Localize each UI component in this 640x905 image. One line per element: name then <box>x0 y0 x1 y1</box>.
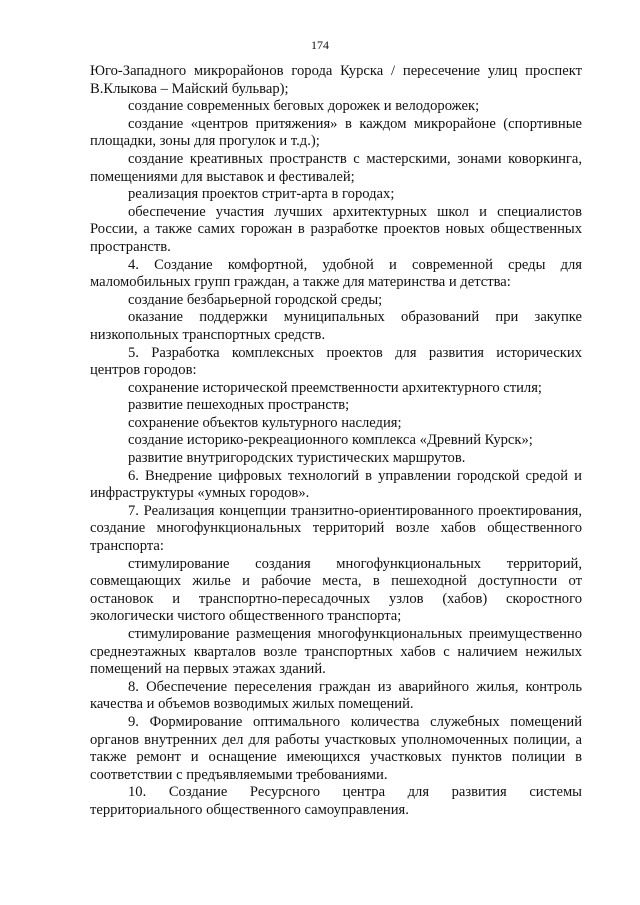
paragraph: развитие пешеходных пространств; <box>128 397 350 414</box>
paragraph: создание безбарьерной городской среды; <box>128 291 383 308</box>
paragraph: 7. Реализация концепции транзитно-ориентированного проектирования, создание многофункциональных территорий возле хабов общественного транспорта: <box>90 502 582 555</box>
document-body <box>90 63 582 820</box>
paragraph: сохранение объектов культурного наследия; <box>128 414 402 431</box>
paragraph: стимулирование размещения многофункциональных преимущественно среднеэтажных кварталов возле транспортных хабов с наличием нежилых помещений на первых этажах зданий. <box>90 626 582 678</box>
paragraph: обеспечение участия лучших архитектурных школ и специалистов России, а также самих горожан в разработке проектов новых общественных пространств. <box>90 203 582 255</box>
paragraph: 8. Обеспечение переселения граждан из аварийного жилья, контроль качества и объемов возводимых жилых помещений. <box>90 678 582 713</box>
paragraph: создание современных беговых дорожек и велодорожек; <box>128 98 480 115</box>
paragraph: 9. Формирование оптимального количества служебных помещений органов внутренних дел для работы участковых уполномоченных полиции, а также ремонт и оснащение имеющихся участковых пунктов полиции в соответствии с предъявляемыми требованиями. <box>90 713 582 783</box>
paragraph: стимулирование создания многофункциональных территорий, совмещающих жилье и рабочие места, в пешеходной доступности от остановок и транспортно-пересадочных узлов (хабов) скоростного экологически чистого общественного транспорта; <box>90 555 582 625</box>
paragraph: 10. Создание Ресурсного центра для развития системы территориального общественного самоуправления. <box>90 784 582 818</box>
paragraph: создание «центров притяжения» в каждом микрорайоне (спортивные площадки, зоны для прогулок и т.д.); <box>90 115 582 150</box>
paragraph: создание креативных пространств с мастерскими, зонами коворкинга, помещениями для выставок и фестивалей; <box>90 150 582 185</box>
paragraph: развитие внутригородских туристических маршрутов. <box>128 450 466 467</box>
paragraph: сохранение исторической преемственности архитектурного стиля; <box>128 379 542 396</box>
paragraph: Юго-Западного микрорайонов города Курска / пересечение улиц проспект В.Клыкова – Майский бульвар); <box>90 63 582 97</box>
paragraph: оказание поддержки муниципальных образований при закупке низкопольных транспортных средств. <box>90 309 582 343</box>
paragraph: реализация проектов стрит-арта в городах; <box>128 186 395 203</box>
paragraph: 4. Создание комфортной, удобной и современной среды для маломобильных групп граждан, а также для материнства и детства: <box>90 256 582 291</box>
paragraph: создание историко-рекреационного комплекса «Древний Курск»; <box>128 432 533 449</box>
paragraph: 6. Внедрение цифровых технологий в управлении городской средой и инфраструктуры «умных городов». <box>90 467 582 502</box>
paragraph: 5. Разработка комплексных проектов для развития исторических центров городов: <box>90 344 582 379</box>
page-number: 174 <box>311 38 329 52</box>
